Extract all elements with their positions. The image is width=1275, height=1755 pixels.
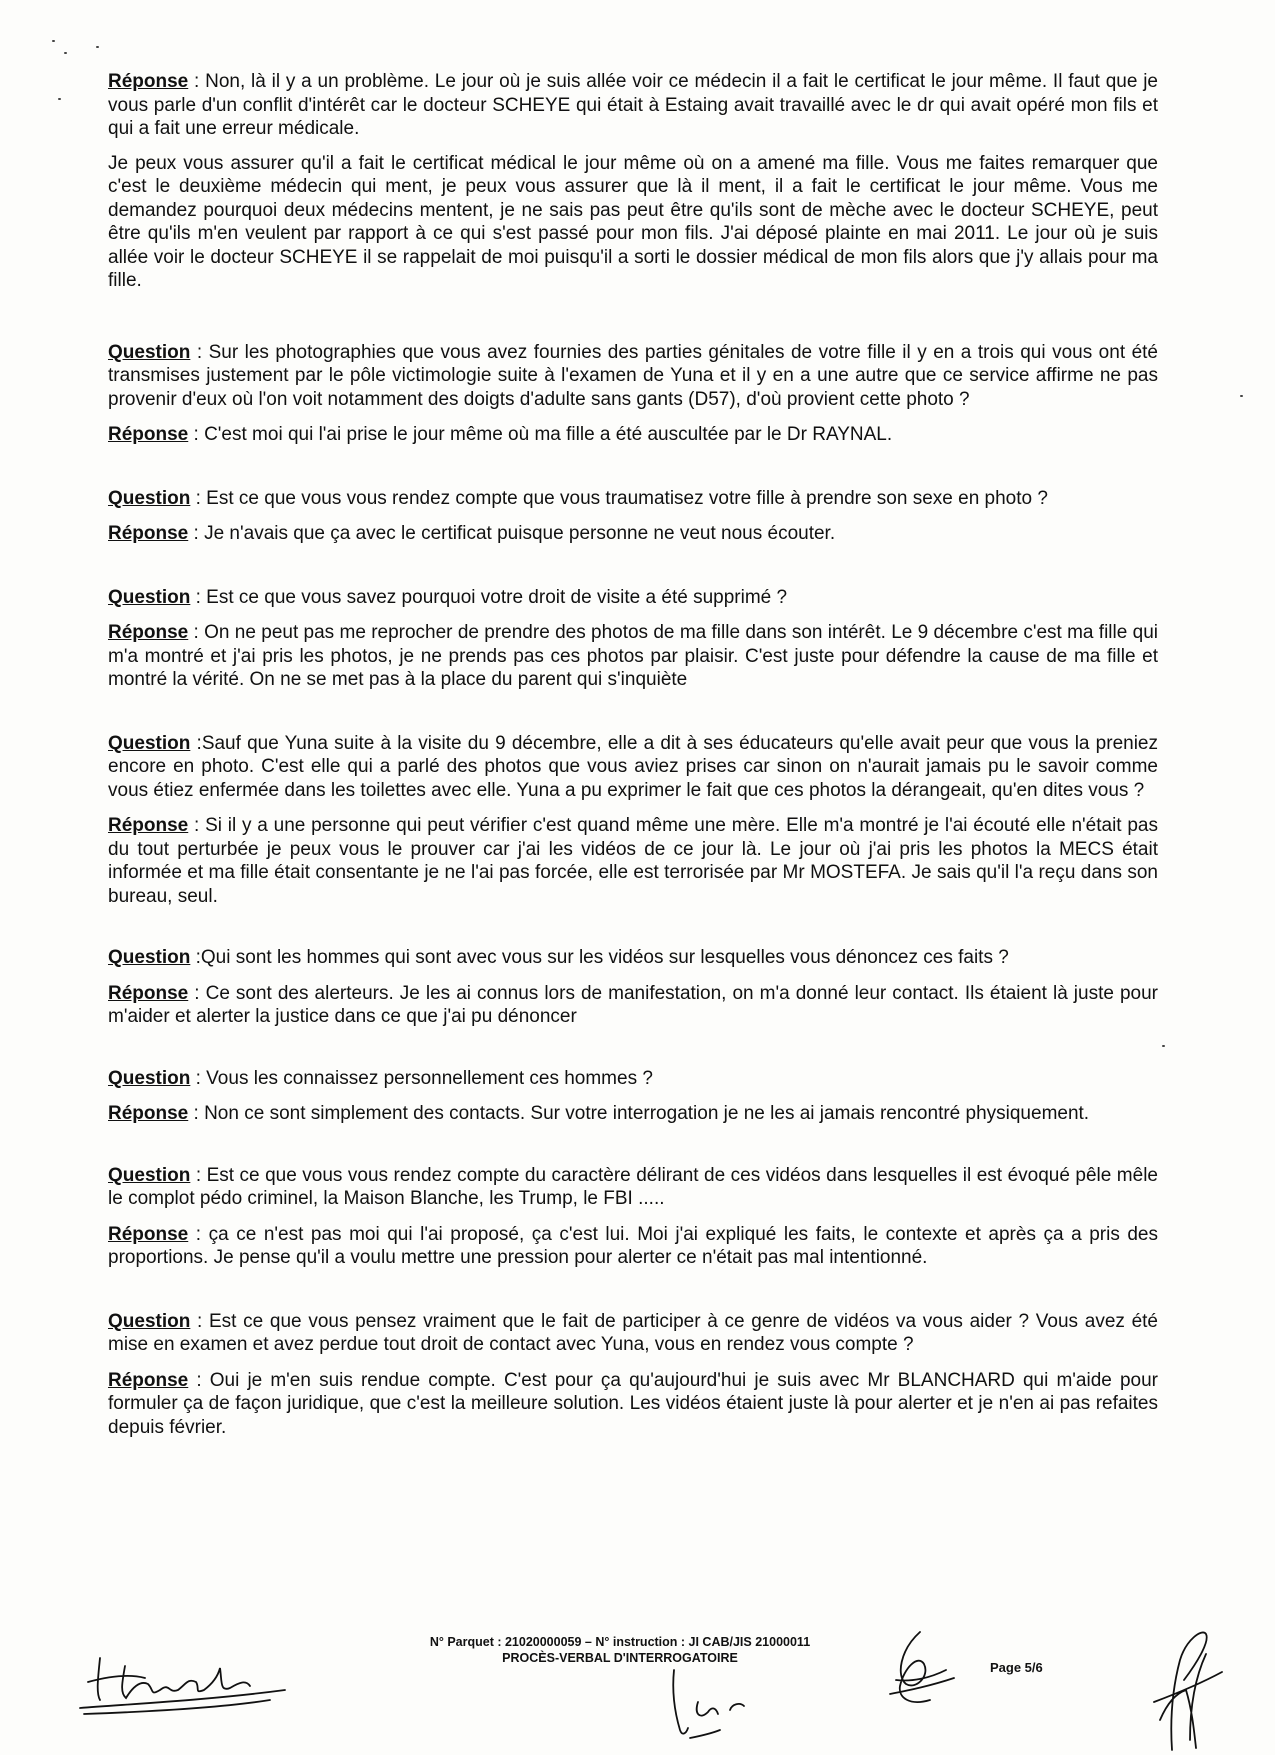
question-label: Question [108, 1310, 191, 1332]
answer-block [108, 522, 1158, 546]
answer-text [108, 982, 1158, 1029]
paragraph-text: : Vous les connaissez personnellement ces hommes ? [190, 1067, 653, 1089]
right-signature [1110, 1620, 1240, 1755]
paragraph-text: : Est ce que vous savez pourquoi votre droit de visite a été supprimé ? [190, 586, 788, 608]
question-text [108, 586, 1158, 610]
paragraph-text: :Qui sont les hommes qui sont avec vous sur les vidéos sur lesquelles vous dénoncez ces faits ? [190, 947, 1009, 968]
question-label: Question [108, 947, 191, 968]
question-label: Question [108, 1164, 191, 1186]
answer-label: Réponse [108, 1103, 189, 1124]
answer-block [108, 982, 1158, 1029]
scan-speck [1240, 395, 1243, 397]
paragraph-text: : Non ce sont simplement des contacts. Sur votre interrogation je ne les ai jamais rencontré physiquement. [188, 1103, 1090, 1124]
question-block [108, 1067, 1158, 1091]
question-label: Question [108, 732, 191, 754]
answer-text [108, 621, 1158, 692]
question-block [108, 487, 1158, 511]
question-label: Question [108, 487, 191, 509]
question-text [108, 341, 1158, 412]
question-block [108, 341, 1158, 412]
question-block [108, 946, 1158, 970]
paragraph-text: : Est ce que vous pensez vraiment que le fait de participer à ce genre de vidéos va vous aider ? Vous avez été mise en examen et avez perdue tout droit de contact avec Yuna, vous en rendez vous compte ? [108, 1310, 1158, 1355]
paragraph-text: Je peux vous assurer qu'il a fait le certificat médical le jour même où on a amené ma fille. Vous me faites remarquer que c'est le deuxième médecin qui ment, je peux vous assurer que là il ment, il a fait le certificat le jour même. Vous me demandez pourquoi deux médecins mentent, je ne sais pas peut être qu'ils sont de mèche avec le docteur SCHEYE, peut être qu'ils m'en veulent par rapport à ce qui s'est passé pour mon fils. J'ai déposé plainte en mai 2011. Le jour où je suis allée voir le docteur SCHEYE il se rappelait de moi puisqu'il a sorti le dossier médical de mon fils alors que j'y allais pour ma fille. [108, 152, 1158, 291]
page-footer [0, 1620, 1275, 1755]
question-label: Question [108, 586, 191, 608]
question-text [108, 732, 1158, 803]
answer-text [108, 1223, 1158, 1270]
answer-text [108, 1369, 1158, 1440]
answer-text [108, 522, 1158, 546]
answer-continuation [108, 152, 1158, 293]
paragraph-text: : Ce sont des alerteurs. Je les ai connus lors de manifestation, on m'a donné leur contact. Ils étaient là juste pour m'aider et alerter la justice dans ce que j'ai pu dénoncer [108, 982, 1158, 1027]
paragraph-text: : Est ce que vous vous rendez compte du caractère délirant de ces vidéos dans lesquelles il est évoqué pêle mêle le complot pédo criminel, la Maison Blanche, les Trump, le FBI ..... [108, 1164, 1158, 1209]
scan-speck [96, 46, 99, 48]
answer-label: Réponse [108, 1369, 189, 1391]
question-text [108, 1310, 1158, 1357]
question-block [108, 1164, 1158, 1211]
answer-label: Réponse [108, 523, 189, 544]
question-label: Question [108, 341, 191, 363]
page-number: Page 5/6 [990, 1660, 1043, 1675]
scan-speck [1162, 1045, 1165, 1047]
paragraph-text: : C'est moi qui l'ai prise le jour même où ma fille a été auscultée par le Dr RAYNAL. [188, 424, 893, 445]
center-initials [660, 1650, 770, 1750]
question-text [108, 946, 1158, 970]
paragraph-text: : Oui je m'en suis rendue compte. C'est pour ça qu'aujourd'hui je suis avec Mr BLANCHARD qui m'aide pour formuler ça de façon juridique, que c'est la meilleure solution. Les vidéos étaient juste là pour alerter et je n'en ai pas refaites depuis février. [108, 1369, 1158, 1438]
answer-label: Réponse [108, 815, 189, 836]
paragraph-text: : Est ce que vous vous rendez compte que vous traumatisez votre fille à prendre son sexe en photo ? [190, 487, 1048, 509]
answer-block [108, 1223, 1158, 1270]
paragraph-text: : Sur les photographies que vous avez fournies des parties génitales de votre fille il y en a trois qui vous ont été transmises justement par le pôle victimologie suite à l'examen de Yuna et il y en a une autre que ce service affirme ne pas provenir d'eux où l'on voit notamment des doigts d'adulte sans gants (D57), d'où provient cette photo ? [108, 341, 1158, 410]
scan-speck [52, 40, 55, 42]
question-text [108, 1067, 1158, 1091]
answer-label: Réponse [108, 424, 189, 445]
answer-label: Réponse [108, 71, 189, 92]
question-block [108, 1310, 1158, 1357]
question-block [108, 586, 1158, 610]
answer-text [108, 814, 1158, 908]
answer-block [108, 814, 1158, 908]
procedure-reference: N° Parquet : 21020000059 – N° instruction : JI CAB/JIS 21000011 [429, 1635, 811, 1649]
paragraph-text: : On ne peut pas me reprocher de prendre des photos de ma fille dans son intérêt. Le 9 décembre c'est ma fille qui m'a montré et j'ai pris les photos, je ne prends pas ces photos par plaisir. C'est juste pour défendre la cause de ma fille et montré la vérité. On ne se met pas à la place du parent qui s'inquiète [108, 622, 1158, 690]
answer-label: Réponse [108, 622, 189, 643]
answer-text [108, 1102, 1158, 1126]
answer-label: Réponse [108, 982, 189, 1004]
answer-block [108, 621, 1158, 692]
answer-block [108, 70, 1158, 293]
paragraph-text: :Sauf que Yuna suite à la visite du 9 décembre, elle a dit à ses éducateurs qu'elle avait peur que vous la preniez encore en photo. C'est elle qui a parlé des photos que vous aviez prises car sinon on n'aurait jamais pu le savoir comme vous étiez enfermée dans les toilettes avec elle. Yuna a pu exprimer le fait que ces photos la dérangeait, qu'en dites vous ? [108, 732, 1158, 801]
question-text [108, 487, 1158, 511]
scan-speck [58, 98, 61, 100]
paragraph-text: : Si il y a une personne qui peut vérifier c'est quand même une mère. Elle m'a montré je l'ai écouté elle n'était pas du tout perturbée je peux vous le prouver car j'ai les vidéos de ce jour là. Le jour où j'ai pris les photos la MECS était informée et ma fille était consentante je ne l'ai pas forcée, elle est terrorisée par Mr MOSTEFA. Je sais qu'il l'a reçu dans son bureau, seul. [108, 815, 1158, 907]
question-label: Question [108, 1067, 191, 1089]
scan-speck [64, 52, 67, 54]
paragraph-text: : ça ce n'est pas moi qui l'ai proposé, ça c'est lui. Moi j'ai expliqué les faits, le contexte et après ça a pris des proportions. Je pense qu'il a voulu mettre une pression pour alerter ce n'était pas mal intentionné. [108, 1223, 1158, 1268]
answer-label: Réponse [108, 1223, 189, 1245]
interrogation-transcript [108, 58, 1158, 1439]
document-type: PROCÈS-VERBAL D'INTERROGATOIRE [502, 1651, 738, 1665]
answer-block [108, 423, 1158, 447]
answer-block [108, 1102, 1158, 1126]
answer-text [108, 70, 1158, 141]
question-block [108, 732, 1158, 803]
left-signature [70, 1638, 300, 1718]
footer-reference-block [380, 1634, 860, 1666]
question-text [108, 1164, 1158, 1211]
paragraph-text: : Je n'avais que ça avec le certificat puisque personne ne veut nous écouter. [188, 523, 836, 544]
center-signature [860, 1620, 970, 1720]
answer-text [108, 423, 1158, 447]
paragraph-text: : Non, là il y a un problème. Le jour où je suis allée voir ce médecin il a fait le certificat le jour même. Il faut que je vous parle d'un conflit d'intérêt car le docteur SCHEYE qui était à Estaing avait travaillé avec le dr qui avait opéré mon fils et qui a fait une erreur médicale. [108, 71, 1158, 139]
answer-block [108, 1369, 1158, 1440]
